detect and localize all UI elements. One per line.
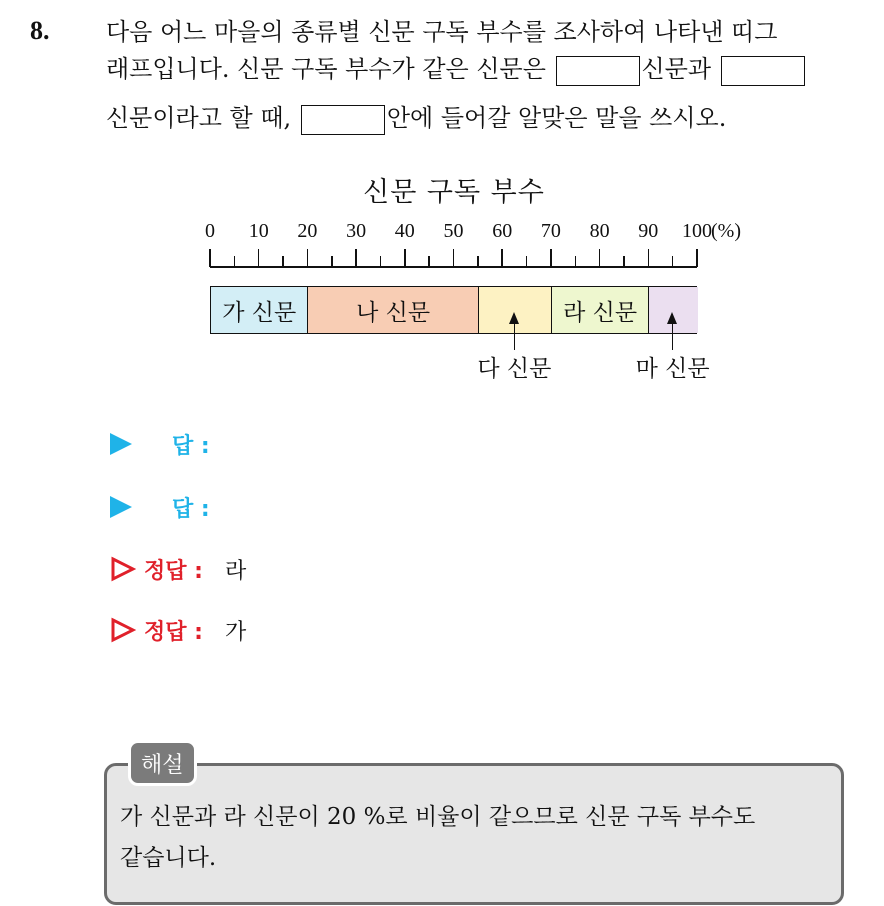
answer-label: 답 : [172,496,210,522]
axis-major-tick [258,249,260,267]
axis-minor-tick [477,256,479,267]
chart-title: 신문 구독 부수 [363,177,545,208]
blank-box-2 [721,56,805,86]
correct-answer-label: 정답 : [144,558,203,584]
blank-box-3 [301,105,385,135]
axis-minor-tick [623,256,625,267]
band-segment [649,287,698,333]
correct-answer-label: 정답 : [144,619,203,645]
axis-minor-tick [575,256,577,267]
axis-major-tick [453,249,455,267]
play-triangle-icon [110,496,132,518]
axis-tick-label: 30 [346,220,367,242]
axis-major-tick [404,249,406,267]
question-text: 안에 들어갈 알맞은 말을 쓰시오. [386,104,727,132]
question-number: 8. [30,16,50,45]
blank-box-1 [556,56,640,86]
axis-unit-label: (%) [711,220,741,242]
question-line-2 [106,53,807,86]
axis-tick-label: 100 [682,220,712,242]
band-segment-label: 나 신문 [356,299,431,326]
outline-triangle-icon [110,556,136,582]
axis-major-tick [501,249,503,267]
axis-major-tick [550,249,552,267]
correct-answer-row-1 [110,551,246,587]
outline-triangle-icon [110,617,136,643]
axis-minor-tick [380,256,382,267]
band-segment-label: 다 신문 [477,356,552,382]
axis-minor-tick [526,256,528,267]
band-graph [210,286,697,334]
question-text: 신문과 [641,55,712,83]
axis-minor-tick [428,256,430,267]
up-arrow-icon [672,314,674,350]
correct-answer-row-2 [110,612,246,648]
axis-major-tick [599,249,601,267]
play-triangle-icon [110,433,132,455]
axis-major-tick [307,249,309,267]
band-segment-label: 가 신문 [222,299,297,326]
correct-answer-value: 라 [224,558,247,584]
axis-major-tick [696,249,698,267]
axis-tick-label: 20 [297,220,318,242]
explanation-line-2: 같습니다. [120,845,217,871]
axis-minor-tick [672,256,674,267]
axis-tick-label: 0 [205,220,215,242]
question-line-1: 다음 어느 마을의 종류별 신문 구독 부수를 조사하여 나타낸 띠그 [106,18,778,46]
axis-minor-tick [331,256,333,267]
axis-major-tick [355,249,357,267]
band-segment-label: 마 신문 [635,356,710,382]
axis-tick-label: 60 [492,220,513,242]
band-segment [552,287,649,333]
answer-row-2 [110,489,210,525]
answer-row-1 [110,426,210,462]
up-arrow-icon [514,314,516,350]
band-segment-label: 라 신문 [563,299,638,326]
axis-tick-label: 10 [248,220,269,242]
axis-tick-label: 80 [589,220,610,242]
axis-tick-label: 40 [394,220,415,242]
axis-tick-label: 90 [638,220,659,242]
explanation-tag: 해설 [128,740,197,786]
question-line-3 [106,102,726,135]
band-segment [308,287,478,333]
correct-answer-value: 가 [224,619,247,645]
axis-tick-label: 70 [540,220,561,242]
band-segment [211,287,308,333]
axis-tick-label: 50 [443,220,464,242]
explanation-line-1: 가 신문과 라 신문이 20 %로 비율이 같으므로 신문 구독 부수도 [120,804,756,830]
band-segment [479,287,552,333]
question-text: 신문이라고 할 때, [106,104,292,132]
axis-minor-tick [234,256,236,267]
question-text: 래프입니다. 신문 구독 부수가 같은 신문은 [106,55,546,83]
axis-minor-tick [282,256,284,267]
axis-major-tick [209,249,211,267]
axis-major-tick [648,249,650,267]
answer-label: 답 : [172,433,210,459]
explanation-box [104,763,844,905]
